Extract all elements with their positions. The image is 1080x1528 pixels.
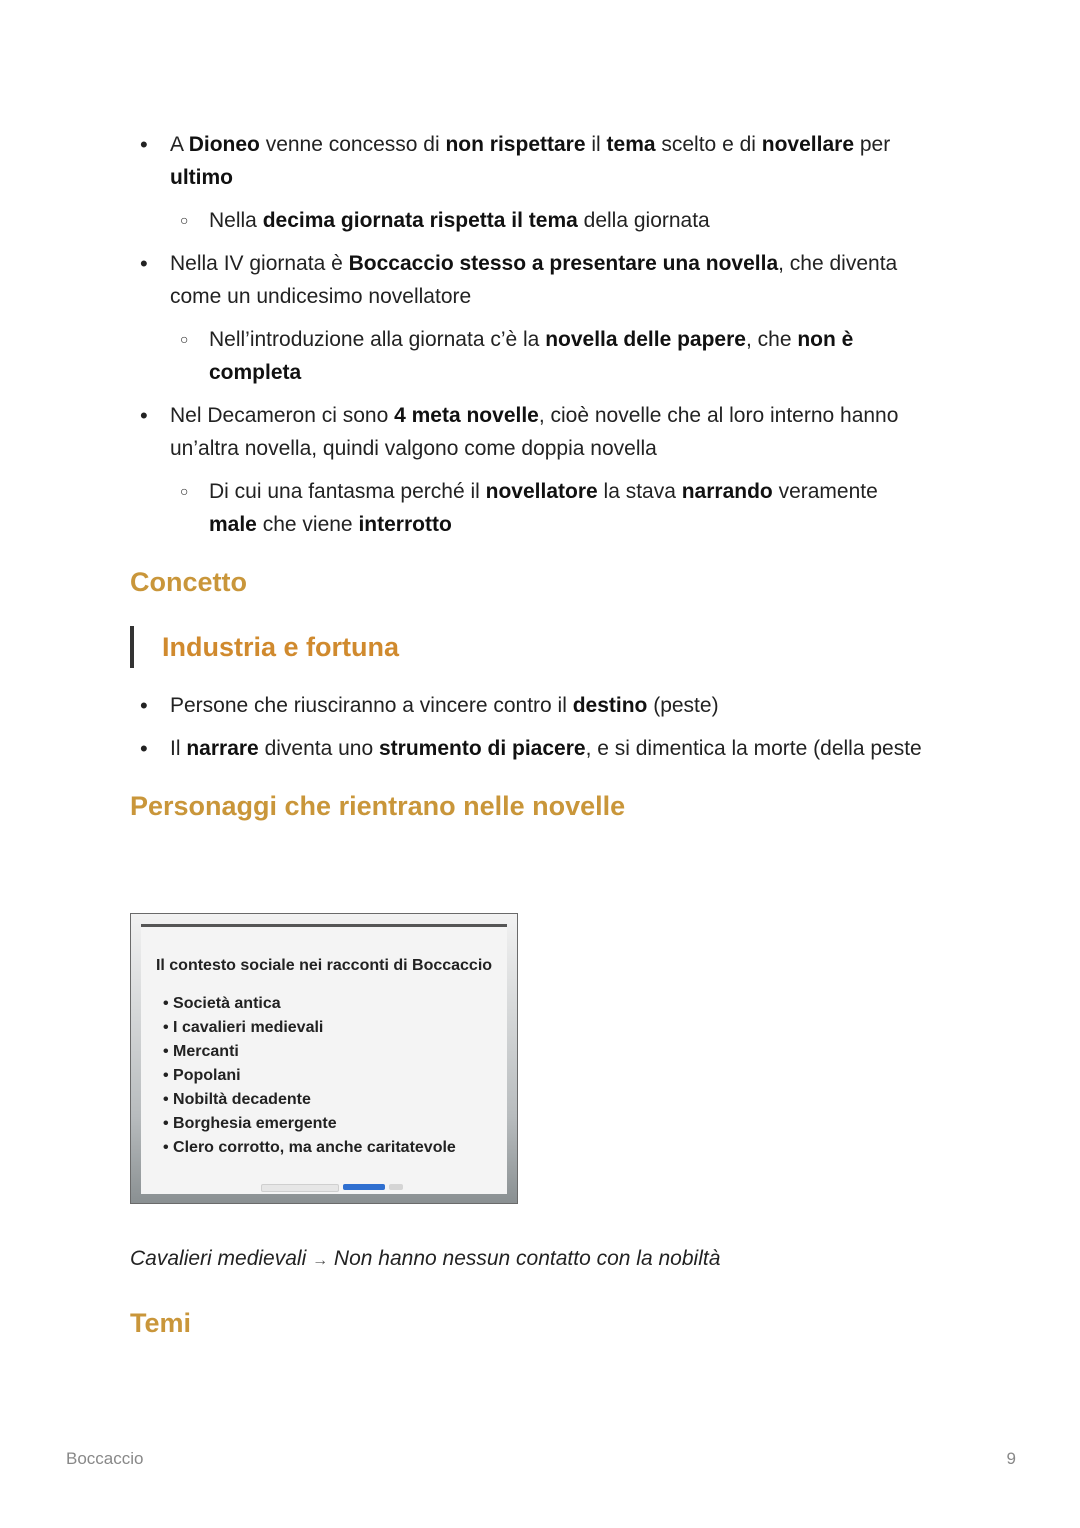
slide-list-item: • Clero corrotto, ma anche caritatevole xyxy=(163,1136,507,1160)
sub-list-item: ○ Di cui una fantasma perché il novellatore la stava narrando veramente male che viene interrotto xyxy=(130,475,930,541)
list-item: • Il narrare diventa uno strumento di piacere, e si dimentica la morte (della peste xyxy=(130,732,930,765)
slide-list-item: • Società antica xyxy=(163,992,507,1016)
arrow-right-icon: → xyxy=(312,1252,329,1269)
list-item: • A Dioneo venne concesso di non rispettare il tema scelto e di novellare per ultimo xyxy=(130,128,930,194)
slide-control-button xyxy=(343,1184,385,1190)
slide-list-item: • Borghesia emergente xyxy=(163,1112,507,1136)
slide-control-bar xyxy=(261,1184,339,1192)
slide-controls xyxy=(261,1184,401,1192)
section-heading-personaggi: Personaggi che rientrano nelle novelle xyxy=(130,791,626,821)
list-item: • Nella IV giornata è Boccaccio stesso a presentare una novella, che diventa come un undicesimo novellatore xyxy=(130,247,930,313)
bullet-list-top xyxy=(130,128,930,541)
slide-list-item: • Mercanti xyxy=(163,1040,507,1064)
callout-industria xyxy=(130,626,930,668)
bullet-list-industria xyxy=(130,689,930,765)
slide-list xyxy=(141,992,507,1160)
list-item: • Nel Decameron ci sono 4 meta novelle, cioè novelle che al loro interno hanno un’altra novella, quindi valgono come doppia novella xyxy=(130,399,930,465)
slide-title: Il contesto sociale nei racconti di Boccaccio xyxy=(155,957,493,974)
slide-list-item: • Nobiltà decadente xyxy=(163,1088,507,1112)
content xyxy=(130,128,930,822)
callout-title: Industria e fortuna xyxy=(162,632,400,662)
slide-image xyxy=(130,913,518,1204)
slide-list-item: • Popolani xyxy=(163,1064,507,1088)
image-caption: Cavalieri medievali → Non hanno nessun contatto con la nobiltà xyxy=(130,1247,721,1270)
section-heading-concetto: Concetto xyxy=(130,567,247,597)
slide-panel xyxy=(141,924,507,1194)
list-item: • Persone che riusciranno a vincere contro il destino (peste) xyxy=(130,689,930,722)
callout-bar xyxy=(130,626,134,668)
slide-list-item: • I cavalieri medievali xyxy=(163,1016,507,1040)
section-heading-temi: Temi xyxy=(130,1308,192,1338)
sub-list-item: ○ Nella decima giornata rispetta il tema della giornata xyxy=(130,204,930,237)
footer-page-number: 9 xyxy=(1006,1449,1016,1468)
footer-document-title: Boccaccio xyxy=(66,1449,144,1468)
slide-control-hint xyxy=(389,1184,403,1190)
sub-list-item: ○ Nell’introduzione alla giornata c’è la novella delle papere, che non è completa xyxy=(130,323,930,389)
